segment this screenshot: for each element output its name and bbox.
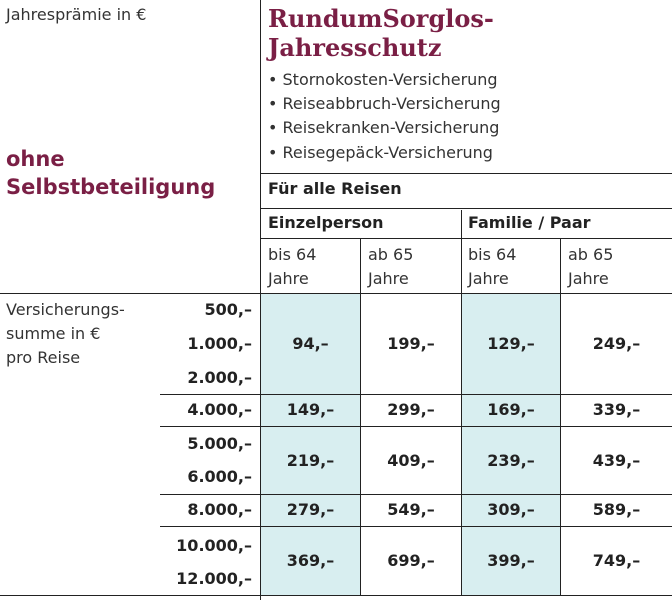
line-row-1 (160, 394, 672, 395)
line-below-groups (260, 238, 672, 239)
insured-sum-label (6, 298, 125, 370)
price-r1-familie-ab65: 249,– (592, 334, 641, 353)
age-einzel-bis64-l1: bis 64 (268, 245, 317, 264)
price-r5-familie-bis64: 399,– (487, 551, 535, 570)
deductible-line-2: Selbstbeteiligung (6, 175, 216, 199)
line-bottom (0, 595, 672, 596)
price-r3-familie-bis64: 239,– (487, 451, 535, 470)
sum-500: 500,– (204, 300, 252, 319)
feature-reiseabbruch: • Reiseabbruch-Versicherung (268, 94, 501, 113)
price-r2-familie-ab65: 339,– (592, 400, 641, 419)
feature-reisegepaeck: • Reisegepäck-Versicherung (268, 143, 493, 162)
line-row-2 (160, 426, 672, 427)
age-familie-ab65-l1: ab 65 (568, 245, 614, 264)
sum-5000: 5.000,– (187, 434, 252, 453)
sum-2000: 2.000,– (187, 368, 252, 387)
sum-1000: 1.000,– (187, 334, 252, 353)
line-row-3 (160, 494, 672, 495)
sum-8000: 8.000,– (187, 500, 252, 519)
price-r1-einzel-ab65: 199,– (387, 334, 435, 353)
deductible-line-1: ohne (6, 147, 65, 171)
product-title-line-2: Jahresschutz (268, 33, 442, 62)
feature-reisekranken: • Reisekranken-Versicherung (268, 118, 500, 137)
price-r1-familie-bis64: 129,– (487, 334, 535, 353)
age-einzel-ab65 (368, 243, 413, 291)
price-r2-einzel-ab65: 299,– (387, 400, 435, 419)
group-einzelperson: Einzelperson (268, 213, 384, 232)
price-r4-einzel-ab65: 549,– (387, 500, 435, 519)
price-r3-einzel-ab65: 409,– (387, 451, 435, 470)
product-title-line-1: RundumSorglos- (268, 4, 494, 33)
age-familie-bis64-l1: bis 64 (468, 245, 517, 264)
price-r5-einzel-bis64: 369,– (286, 551, 335, 570)
insured-sum-label-l2: summe in € (6, 324, 101, 343)
price-r3-einzel-bis64: 219,– (286, 451, 335, 470)
age-familie-bis64 (468, 243, 516, 291)
insured-sum-label-l3: pro Reise (6, 348, 81, 367)
age-familie-bis64-l2: Jahre (468, 269, 509, 288)
sum-12000: 12.000,– (176, 569, 252, 588)
age-einzel-bis64 (268, 243, 316, 291)
line-below-ages (0, 293, 672, 294)
price-r4-einzel-bis64: 279,– (286, 500, 335, 519)
price-r2-familie-bis64: 169,– (487, 400, 535, 419)
price-r2-einzel-bis64: 149,– (286, 400, 335, 419)
feature-storno: • Stornokosten-Versicherung (268, 70, 498, 89)
age-familie-ab65 (568, 243, 613, 291)
age-einzel-ab65-l1: ab 65 (368, 245, 414, 264)
price-r1-einzel-bis64: 94,– (292, 334, 329, 353)
age-familie-ab65-l2: Jahre (568, 269, 609, 288)
sum-10000: 10.000,– (176, 536, 252, 555)
price-r4-familie-ab65: 589,– (592, 500, 641, 519)
price-r5-einzel-ab65: 699,– (387, 551, 435, 570)
age-einzel-ab65-l2: Jahre (368, 269, 409, 288)
corner-label: Jahresprämie in € (6, 5, 147, 24)
price-r4-familie-bis64: 309,– (487, 500, 535, 519)
sum-6000: 6.000,– (187, 467, 252, 486)
sum-4000: 4.000,– (187, 400, 252, 419)
scope-label: Für alle Reisen (268, 179, 402, 198)
line-row-4 (160, 526, 672, 527)
line-below-features (260, 173, 672, 174)
group-familie-paar: Familie / Paar (468, 213, 591, 232)
age-einzel-bis64-l2: Jahre (268, 269, 309, 288)
price-r5-familie-ab65: 749,– (592, 551, 641, 570)
insured-sum-label-l1: Versicherungs- (6, 300, 125, 319)
price-r3-familie-ab65: 439,– (592, 451, 641, 470)
line-below-scope (260, 208, 672, 209)
